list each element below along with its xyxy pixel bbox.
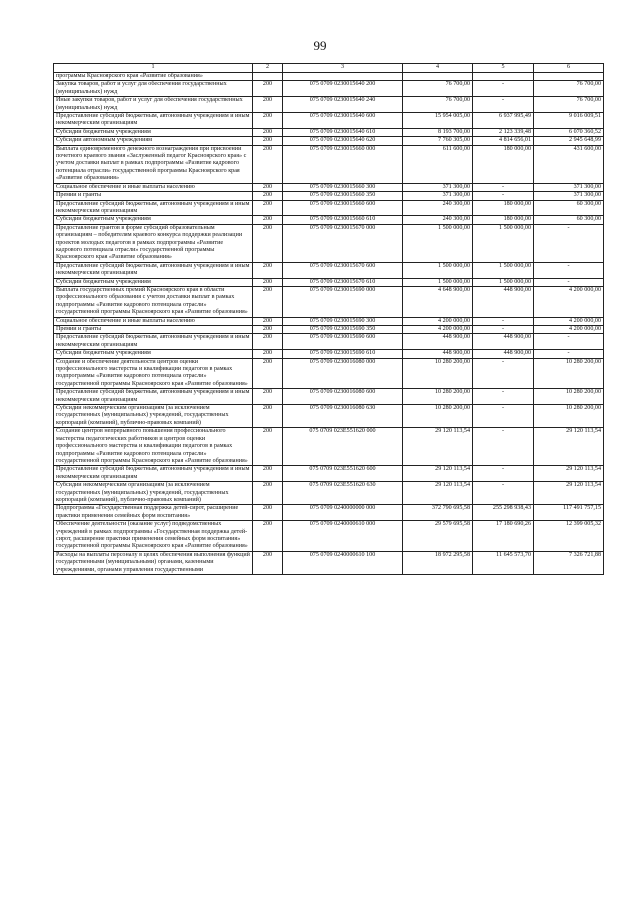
cell-name: Предоставление субсидий бюджетным, автономным учреждениям и иным некоммерческим организациям bbox=[54, 200, 253, 216]
cell-name: Субсидии бюджетным учреждениям bbox=[54, 216, 253, 224]
cell-amount-total: 29 120 113,54 bbox=[403, 466, 473, 482]
cell-name: Предоставление субсидий бюджетным, автономным учреждениям и иным некоммерческим организациям bbox=[54, 466, 253, 482]
cell-amount-remaining: 29 120 113,54 bbox=[534, 466, 604, 482]
table-row bbox=[54, 466, 604, 482]
cell-amount-executed: 1 500 000,00 bbox=[473, 224, 534, 262]
cell-code: 200 bbox=[253, 334, 283, 350]
cell-code bbox=[253, 73, 283, 81]
cell-kbk: 075 0709 0230015660 600 bbox=[283, 200, 403, 216]
cell-amount-executed: 6 937 995,49 bbox=[473, 113, 534, 129]
cell-amount-executed: - bbox=[473, 389, 534, 405]
cell-code: 200 bbox=[253, 405, 283, 428]
cell-code: 200 bbox=[253, 505, 283, 521]
table-row bbox=[54, 350, 604, 358]
cell-code: 200 bbox=[253, 113, 283, 129]
cell-amount-total: 448 900,00 bbox=[403, 334, 473, 350]
cell-amount-remaining: - bbox=[534, 278, 604, 286]
cell-name: Закупка товаров, работ и услуг для обеспечения государственных (муниципальных) нужд bbox=[54, 81, 253, 97]
cell-name: Субсидии некоммерческим организациям (за исключением государственных (муниципальных) учреждений, государственных корпораций (компаний), публично-правовых компаний) bbox=[54, 405, 253, 428]
cell-name: Иные закупки товаров, работ и услуг для обеспечения государственных (муниципальных) нужд bbox=[54, 97, 253, 113]
cell-amount-executed: - bbox=[473, 482, 534, 505]
cell-name: Выплата государственных премий Красноярского края в области профессионального образования с учетом доставки выплат в рамках подпрограммы «Развитие кадрового потенциала отрасли» государственной программы Красноярского края «Развитие образования» bbox=[54, 286, 253, 317]
cell-kbk: 075 0709 023E551620 000 bbox=[283, 428, 403, 466]
cell-amount-executed: - bbox=[473, 358, 534, 389]
table-row bbox=[54, 192, 604, 200]
cell-amount-executed: 180 000,00 bbox=[473, 200, 534, 216]
cell-amount-total: 10 280 200,00 bbox=[403, 389, 473, 405]
cell-amount-remaining: - bbox=[534, 224, 604, 262]
cell-amount-remaining: 7 326 721,88 bbox=[534, 551, 604, 574]
cell-kbk: 075 0709 0230015690 000 bbox=[283, 286, 403, 317]
table-row bbox=[54, 551, 604, 574]
cell-code: 200 bbox=[253, 482, 283, 505]
table-row bbox=[54, 405, 604, 428]
cell-code: 200 bbox=[253, 358, 283, 389]
cell-amount-executed: - bbox=[473, 317, 534, 325]
cell-amount-executed: - bbox=[473, 81, 534, 97]
cell-amount-remaining: 10 280 200,00 bbox=[534, 358, 604, 389]
cell-name: программы Красноярского края «Развитие образования» bbox=[54, 73, 253, 81]
cell-amount-executed: 2 123 339,48 bbox=[473, 128, 534, 136]
cell-amount-remaining: 431 600,00 bbox=[534, 145, 604, 183]
cell-kbk: 075 0709 023E551620 630 bbox=[283, 482, 403, 505]
cell-amount-remaining: 117 491 757,15 bbox=[534, 505, 604, 521]
cell-amount-total bbox=[403, 73, 473, 81]
cell-code: 200 bbox=[253, 192, 283, 200]
cell-code: 200 bbox=[253, 216, 283, 224]
cell-name: Предоставление субсидий бюджетным, автономным учреждениям и иным некоммерческим организациям bbox=[54, 334, 253, 350]
cell-amount-remaining: 4 200 000,00 bbox=[534, 326, 604, 334]
cell-name: Обеспечение деятельности (оказание услуг) подведомственных учреждений в рамках подпрограммы «Государственная поддержка детей-сирот, расширение практики применения семейных форм воспитания» государственной программы Красноярского края «Развитие образования» bbox=[54, 521, 253, 552]
cell-name: Субсидии бюджетным учреждениям bbox=[54, 278, 253, 286]
cell-code: 200 bbox=[253, 326, 283, 334]
table-row bbox=[54, 262, 604, 278]
cell-kbk: 075 0709 0230015640 200 bbox=[283, 81, 403, 97]
table-row bbox=[54, 113, 604, 129]
cell-amount-total: 448 900,00 bbox=[403, 350, 473, 358]
cell-amount-executed: - bbox=[473, 405, 534, 428]
cell-name: Субсидии бюджетным учреждениям bbox=[54, 350, 253, 358]
cell-kbk: 075 0709 0230015640 610 bbox=[283, 128, 403, 136]
cell-code: 200 bbox=[253, 128, 283, 136]
cell-amount-total: 8 193 700,00 bbox=[403, 128, 473, 136]
table-row bbox=[54, 128, 604, 136]
cell-amount-remaining: - bbox=[534, 350, 604, 358]
cell-amount-total: 29 120 113,54 bbox=[403, 482, 473, 505]
cell-amount-total: 240 300,00 bbox=[403, 216, 473, 224]
cell-amount-executed bbox=[473, 73, 534, 81]
cell-amount-remaining: 60 300,00 bbox=[534, 216, 604, 224]
cell-kbk: 075 0709 0240000610 100 bbox=[283, 551, 403, 574]
cell-code: 200 bbox=[253, 466, 283, 482]
cell-amount-total: 371 300,00 bbox=[403, 192, 473, 200]
cell-amount-total: 10 280 200,00 bbox=[403, 358, 473, 389]
cell-amount-total: 4 200 000,00 bbox=[403, 326, 473, 334]
table-row bbox=[54, 326, 604, 334]
cell-kbk: 075 0709 0230015670 610 bbox=[283, 278, 403, 286]
table-row bbox=[54, 482, 604, 505]
cell-code: 200 bbox=[253, 137, 283, 145]
cell-name: Предоставление субсидий бюджетным, автономным учреждениям и иным некоммерческим организациям bbox=[54, 113, 253, 129]
cell-kbk: 075 0709 0230015640 600 bbox=[283, 113, 403, 129]
cell-code: 200 bbox=[253, 551, 283, 574]
cell-amount-executed: 11 645 573,70 bbox=[473, 551, 534, 574]
cell-amount-total: 611 600,00 bbox=[403, 145, 473, 183]
cell-code: 200 bbox=[253, 350, 283, 358]
page-number: 99 bbox=[313, 38, 327, 53]
column-header: 6 bbox=[534, 64, 604, 73]
cell-kbk: 075 0709 0230015690 300 bbox=[283, 317, 403, 325]
cell-amount-executed: 17 180 690,26 bbox=[473, 521, 534, 552]
cell-code: 200 bbox=[253, 317, 283, 325]
cell-amount-total: 1 500 000,00 bbox=[403, 224, 473, 262]
cell-kbk: 075 0709 0230016080 000 bbox=[283, 358, 403, 389]
cell-name: Создание центров непрерывного повышения профессионального мастерства педагогических работников и центров оценки профессионального мастерства и квалификации педагогов в рамках подпрограммы «Развитие кадрового потенциала отрасли» государственной программы Красноярского края «Развитие образования» bbox=[54, 428, 253, 466]
table-row bbox=[54, 358, 604, 389]
cell-code: 200 bbox=[253, 262, 283, 278]
cell-amount-executed: 448 900,00 bbox=[473, 334, 534, 350]
cell-amount-remaining: 9 016 009,51 bbox=[534, 113, 604, 129]
cell-amount-total: 7 760 305,00 bbox=[403, 137, 473, 145]
cell-amount-remaining: 371 300,00 bbox=[534, 183, 604, 191]
cell-amount-remaining: 6 070 360,52 bbox=[534, 128, 604, 136]
table-row bbox=[54, 428, 604, 466]
cell-amount-executed: - bbox=[473, 428, 534, 466]
cell-amount-remaining: - bbox=[534, 334, 604, 350]
cell-amount-total: 76 700,00 bbox=[403, 97, 473, 113]
cell-amount-total: 29 120 113,54 bbox=[403, 428, 473, 466]
table-row bbox=[54, 224, 604, 262]
cell-kbk: 075 0709 0230016080 600 bbox=[283, 389, 403, 405]
cell-kbk: 075 0709 0230015670 600 bbox=[283, 262, 403, 278]
cell-name: Расходы на выплаты персоналу в целях обеспечения выполнения функций государственными (муниципальными) органами, казенными учреждениями, органами управления государственными bbox=[54, 551, 253, 574]
cell-amount-total: 15 954 005,00 bbox=[403, 113, 473, 129]
cell-code: 200 bbox=[253, 97, 283, 113]
table-body bbox=[54, 73, 604, 575]
table-row bbox=[54, 334, 604, 350]
cell-amount-total: 1 500 000,00 bbox=[403, 278, 473, 286]
cell-amount-remaining: 10 280 200,00 bbox=[534, 389, 604, 405]
table-row bbox=[54, 389, 604, 405]
cell-name: Субсидии некоммерческим организациям (за исключением государственных (муниципальных) учреждений, государственных корпораций (компаний), публично-правовых компаний) bbox=[54, 482, 253, 505]
cell-code: 200 bbox=[253, 286, 283, 317]
table-row bbox=[54, 286, 604, 317]
cell-kbk: 075 0709 0230015660 350 bbox=[283, 192, 403, 200]
cell-code: 200 bbox=[253, 145, 283, 183]
cell-code: 200 bbox=[253, 183, 283, 191]
cell-code: 200 bbox=[253, 200, 283, 216]
cell-amount-remaining: 76 700,00 bbox=[534, 97, 604, 113]
cell-name: Выплата единовременного денежного вознаграждения при присвоении почетного краевого звания «Заслуженный педагог Красноярского края» с учетом доставки выплат в рамках подпрограммы «Развитие кадрового потенциала отрасли» государственной программы Красноярского края «Развитие образования» bbox=[54, 145, 253, 183]
cell-amount-executed: 448 900,00 bbox=[473, 286, 534, 317]
cell-name: Социальное обеспечение и иные выплаты населению bbox=[54, 183, 253, 191]
cell-code: 200 bbox=[253, 389, 283, 405]
cell-code: 200 bbox=[253, 278, 283, 286]
header-row bbox=[54, 64, 604, 73]
cell-kbk: 075 0709 0240000000 000 bbox=[283, 505, 403, 521]
cell-kbk: 075 0709 0240000610 000 bbox=[283, 521, 403, 552]
cell-amount-total: 4 200 000,00 bbox=[403, 317, 473, 325]
table-row bbox=[54, 521, 604, 552]
cell-amount-remaining: 29 120 113,54 bbox=[534, 482, 604, 505]
cell-amount-executed: 448 900,00 bbox=[473, 350, 534, 358]
cell-kbk: 075 0709 0230015690 600 bbox=[283, 334, 403, 350]
cell-amount-remaining: 60 300,00 bbox=[534, 200, 604, 216]
cell-amount-remaining: 2 945 648,99 bbox=[534, 137, 604, 145]
cell-name: Предоставление грантов в форме субсидий образовательным организациям – победителям краевого конкурса поддержки реализации проектов молодых педагогов в рамках подпрограммы «Развитие кадрового потенциала отрасли» государственной программы Красноярского края «Развитие образования» bbox=[54, 224, 253, 262]
cell-amount-total: 18 972 295,58 bbox=[403, 551, 473, 574]
cell-code: 200 bbox=[253, 81, 283, 97]
table-row bbox=[54, 73, 604, 81]
cell-amount-total: 371 300,00 bbox=[403, 183, 473, 191]
cell-name: Премии и гранты bbox=[54, 326, 253, 334]
cell-code: 200 bbox=[253, 521, 283, 552]
cell-name: Подпрограмма «Государственная поддержка детей-сирот, расширение практики применения семейных форм воспитания» bbox=[54, 505, 253, 521]
cell-kbk: 075 0709 0230015640 620 bbox=[283, 137, 403, 145]
cell-amount-remaining: 12 399 005,32 bbox=[534, 521, 604, 552]
table-row bbox=[54, 183, 604, 191]
cell-amount-executed: - bbox=[473, 97, 534, 113]
cell-kbk: 075 0709 0230016080 630 bbox=[283, 405, 403, 428]
table-row bbox=[54, 216, 604, 224]
cell-amount-remaining: 10 280 200,00 bbox=[534, 405, 604, 428]
cell-kbk bbox=[283, 73, 403, 81]
cell-kbk: 075 0709 023E551620 600 bbox=[283, 466, 403, 482]
cell-amount-total: 76 700,00 bbox=[403, 81, 473, 97]
cell-amount-total: 4 648 900,00 bbox=[403, 286, 473, 317]
column-header: 1 bbox=[54, 64, 253, 73]
cell-amount-executed: - bbox=[473, 183, 534, 191]
cell-amount-remaining: 4 200 000,00 bbox=[534, 286, 604, 317]
cell-name: Субсидии бюджетным учреждениям bbox=[54, 128, 253, 136]
column-header: 5 bbox=[473, 64, 534, 73]
cell-amount-total: 10 280 200,00 bbox=[403, 405, 473, 428]
cell-kbk: 075 0709 0230015690 350 bbox=[283, 326, 403, 334]
cell-name: Субсидии автономным учреждениям bbox=[54, 137, 253, 145]
cell-amount-executed: - bbox=[473, 326, 534, 334]
cell-kbk: 075 0709 0230015690 610 bbox=[283, 350, 403, 358]
cell-amount-remaining: - bbox=[534, 262, 604, 278]
cell-amount-remaining bbox=[534, 73, 604, 81]
cell-amount-executed: 1 500 000,00 bbox=[473, 262, 534, 278]
cell-amount-executed: - bbox=[473, 192, 534, 200]
table-row bbox=[54, 200, 604, 216]
cell-amount-executed: - bbox=[473, 466, 534, 482]
cell-amount-total: 1 500 000,00 bbox=[403, 262, 473, 278]
cell-amount-remaining: 371 300,00 bbox=[534, 192, 604, 200]
cell-code: 200 bbox=[253, 428, 283, 466]
cell-name: Создание и обеспечение деятельности центров оценки профессионального мастерства и квалификации педагогов в рамках подпрограммы «Развитие кадрового потенциала отрасли» государственной программы Красноярского края «Развитие образования» bbox=[54, 358, 253, 389]
cell-code: 200 bbox=[253, 224, 283, 262]
cell-amount-executed: 180 000,00 bbox=[473, 216, 534, 224]
cell-name: Предоставление субсидий бюджетным, автономным учреждениям и иным некоммерческим организациям bbox=[54, 262, 253, 278]
column-header: 2 bbox=[253, 64, 283, 73]
column-header: 4 bbox=[403, 64, 473, 73]
cell-name: Предоставление субсидий бюджетным, автономным учреждениям и иным некоммерческим организациям bbox=[54, 389, 253, 405]
cell-amount-total: 372 790 695,58 bbox=[403, 505, 473, 521]
table-row bbox=[54, 97, 604, 113]
table-row bbox=[54, 145, 604, 183]
budget-table bbox=[53, 63, 604, 575]
cell-amount-executed: 4 814 656,01 bbox=[473, 137, 534, 145]
cell-name: Социальное обеспечение и иные выплаты населению bbox=[54, 317, 253, 325]
table-row bbox=[54, 505, 604, 521]
cell-kbk: 075 0709 0230015660 300 bbox=[283, 183, 403, 191]
table-row bbox=[54, 137, 604, 145]
cell-amount-remaining: 29 120 113,54 bbox=[534, 428, 604, 466]
cell-kbk: 075 0709 0230015670 000 bbox=[283, 224, 403, 262]
table-row bbox=[54, 317, 604, 325]
cell-amount-total: 29 579 695,58 bbox=[403, 521, 473, 552]
cell-name: Премии и гранты bbox=[54, 192, 253, 200]
table-row bbox=[54, 81, 604, 97]
cell-amount-remaining: 4 200 000,00 bbox=[534, 317, 604, 325]
cell-amount-remaining: 76 700,00 bbox=[534, 81, 604, 97]
cell-kbk: 075 0709 0230015640 240 bbox=[283, 97, 403, 113]
cell-kbk: 075 0709 0230015660 000 bbox=[283, 145, 403, 183]
cell-amount-executed: 255 298 938,43 bbox=[473, 505, 534, 521]
table-row bbox=[54, 278, 604, 286]
cell-amount-executed: 1 500 000,00 bbox=[473, 278, 534, 286]
cell-kbk: 075 0709 0230015660 610 bbox=[283, 216, 403, 224]
column-header: 3 bbox=[283, 64, 403, 73]
cell-amount-total: 240 300,00 bbox=[403, 200, 473, 216]
cell-amount-executed: 180 000,00 bbox=[473, 145, 534, 183]
